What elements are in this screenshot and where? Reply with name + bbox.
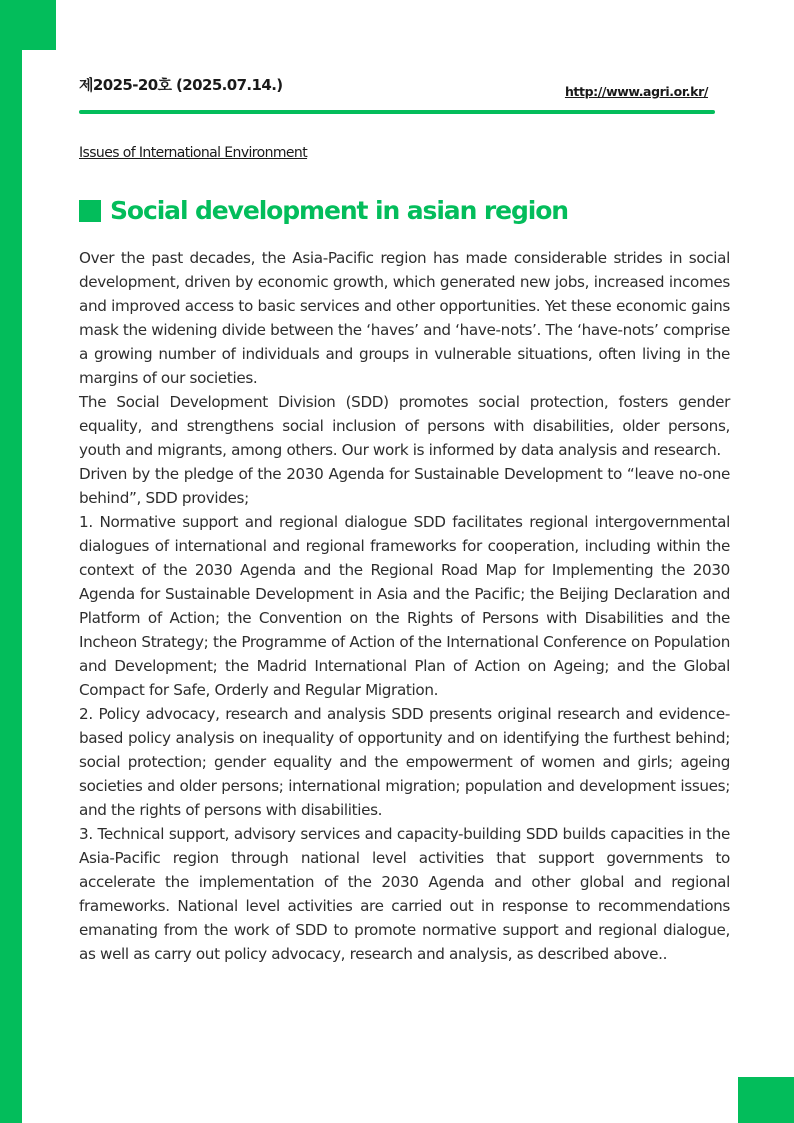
- article-body: [79, 246, 730, 966]
- paragraph-normative-support: 1. Normative support and regional dialogue SDD facilitates regional intergovernmental dialogues of international and regional frameworks for cooperation, including within the context of the 2030 Agenda and the Regional Road Map for Implementing the 2030 Agenda for Sustainable Development in Asia and the Pacific; the Beijing Declaration and Platform of Action; the Convention on the Rights of Persons with Disabilities and the Incheon Strategy; the Programme of Action of the International Conference on Population and Development; the Madrid International Plan of Action on Ageing; and the Global Compact for Safe, Orderly and Regular Migration.: [79, 513, 730, 699]
- website-link[interactable]: http://www.agri.or.kr/: [564, 84, 708, 99]
- top-corner-block: [0, 0, 56, 50]
- section-label: Issues of International Environment: [79, 145, 308, 161]
- header-divider: [79, 110, 715, 114]
- issue-number: 제2025-20호 (2025.07.14.): [79, 76, 283, 94]
- paragraph-technical-support: 3. Technical support, advisory services and capacity-building SDD builds capacities in the Asia-Pacific region through national level activities that support governments to accelerate the implementation of the 2030 Agenda and other global and regional frameworks. National level activities are carried out in response to recommendations emanating from the work of SDD to promote normative support and regional dialogue, as well as carry out policy advocacy, research and analysis, as described above..: [79, 825, 730, 963]
- article-title: Social development in asian region: [110, 196, 568, 225]
- paragraph-pledge: Driven by the pledge of the 2030 Agenda for Sustainable Development to “leave no-one behind”, SDD provides;: [79, 465, 730, 507]
- article-title-row: [79, 196, 568, 225]
- bottom-corner-block: [738, 1077, 794, 1123]
- paragraph-policy-advocacy: 2. Policy advocacy, research and analysis SDD presents original research and evidence-based policy analysis on inequality of opportunity and on identifying the furthest behind; social protection; gender equality and the empowerment of women and girls; ageing societies and older persons; international migration; population and development issues; and the rights of persons with disabilities.: [79, 705, 730, 819]
- left-accent-bar: [0, 0, 22, 1123]
- paragraph-intro: Over the past decades, the Asia-Pacific region has made considerable strides in social development, driven by economic growth, which generated new jobs, increased incomes and improved access to basic services and other opportunities. Yet these economic gains mask the widening divide between the ‘haves’ and ‘have-nots’. The ‘have-nots’ comprise a growing number of individuals and groups in vulnerable situations, often living in the margins of our societies.: [79, 249, 730, 387]
- square-bullet-icon: [79, 200, 101, 222]
- paragraph-sdd-mission: The Social Development Division (SDD) promotes social protection, fosters gender equality, and strengthens social inclusion of persons with disabilities, older persons, youth and migrants, among others. Our work is informed by data analysis and research.: [79, 393, 730, 459]
